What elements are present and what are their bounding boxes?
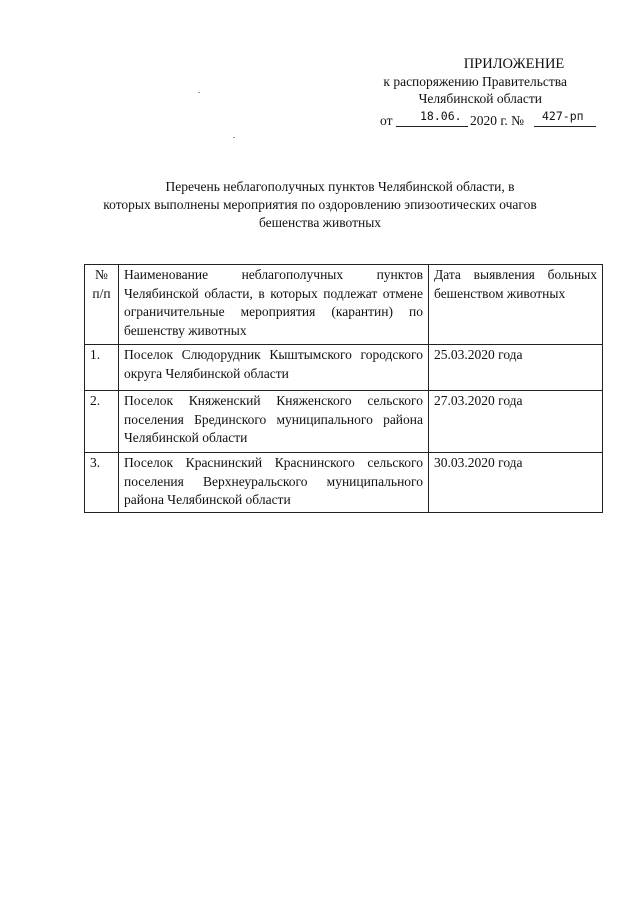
table-row [85,453,603,513]
heading-line-1: Перечень неблагополучных пунктов Челябинской области, в [165,179,515,194]
header-number: № п/п [85,265,119,345]
row-detection-date: 30.03.2020 года [429,453,603,513]
heading-line-3: бешенства животных [258,215,382,230]
row-locality-name: Поселок Княженский Княженского сельского поселения Брединского муниципального района Челябинской области [119,391,429,453]
date-underline [396,126,468,127]
order-date-number-line [372,109,612,129]
row-locality-name: Поселок Краснинский Краснинского сельского поселения Верхнеуральского муниципального района Челябинской области [119,453,429,513]
table-header-row [85,265,603,345]
row-detection-date: 25.03.2020 года [429,345,603,391]
row-detection-date: 27.03.2020 года [429,391,603,453]
row-locality-name: Поселок Слюдорудник Кыштымского городского округа Челябинской области [119,345,429,391]
number-underline [534,126,596,127]
table-row [85,345,603,391]
row-number: 3. [85,453,119,513]
annex-title: ПРИЛОЖЕНИЕ [463,56,565,72]
table-row [85,391,603,453]
localities-table [84,264,603,513]
from-label: от [380,113,393,128]
annex-block [372,56,612,129]
scan-speck [233,137,235,138]
document-heading [70,178,570,232]
heading-line-2: которых выполнены мероприятия по оздоровлению эпизоотических очагов [103,197,537,212]
header-detection-date: Дата выявления больных бешенством животных [429,265,603,345]
scan-speck [198,92,200,93]
order-date: 18.06. [420,109,462,123]
order-number: 427-рп [542,109,584,123]
row-number: 1. [85,345,119,391]
header-locality-name: Наименование неблагополучных пунктов Челябинской области, в которых подлежат отмене ограничительные мероприятия (карантин) по бешенству животных [119,265,429,345]
annex-region: Челябинской области [418,91,542,106]
year-number-label: 2020 г. № [470,113,525,128]
annex-order-reference: к распоряжению Правительства [383,74,567,89]
row-number: 2. [85,391,119,453]
